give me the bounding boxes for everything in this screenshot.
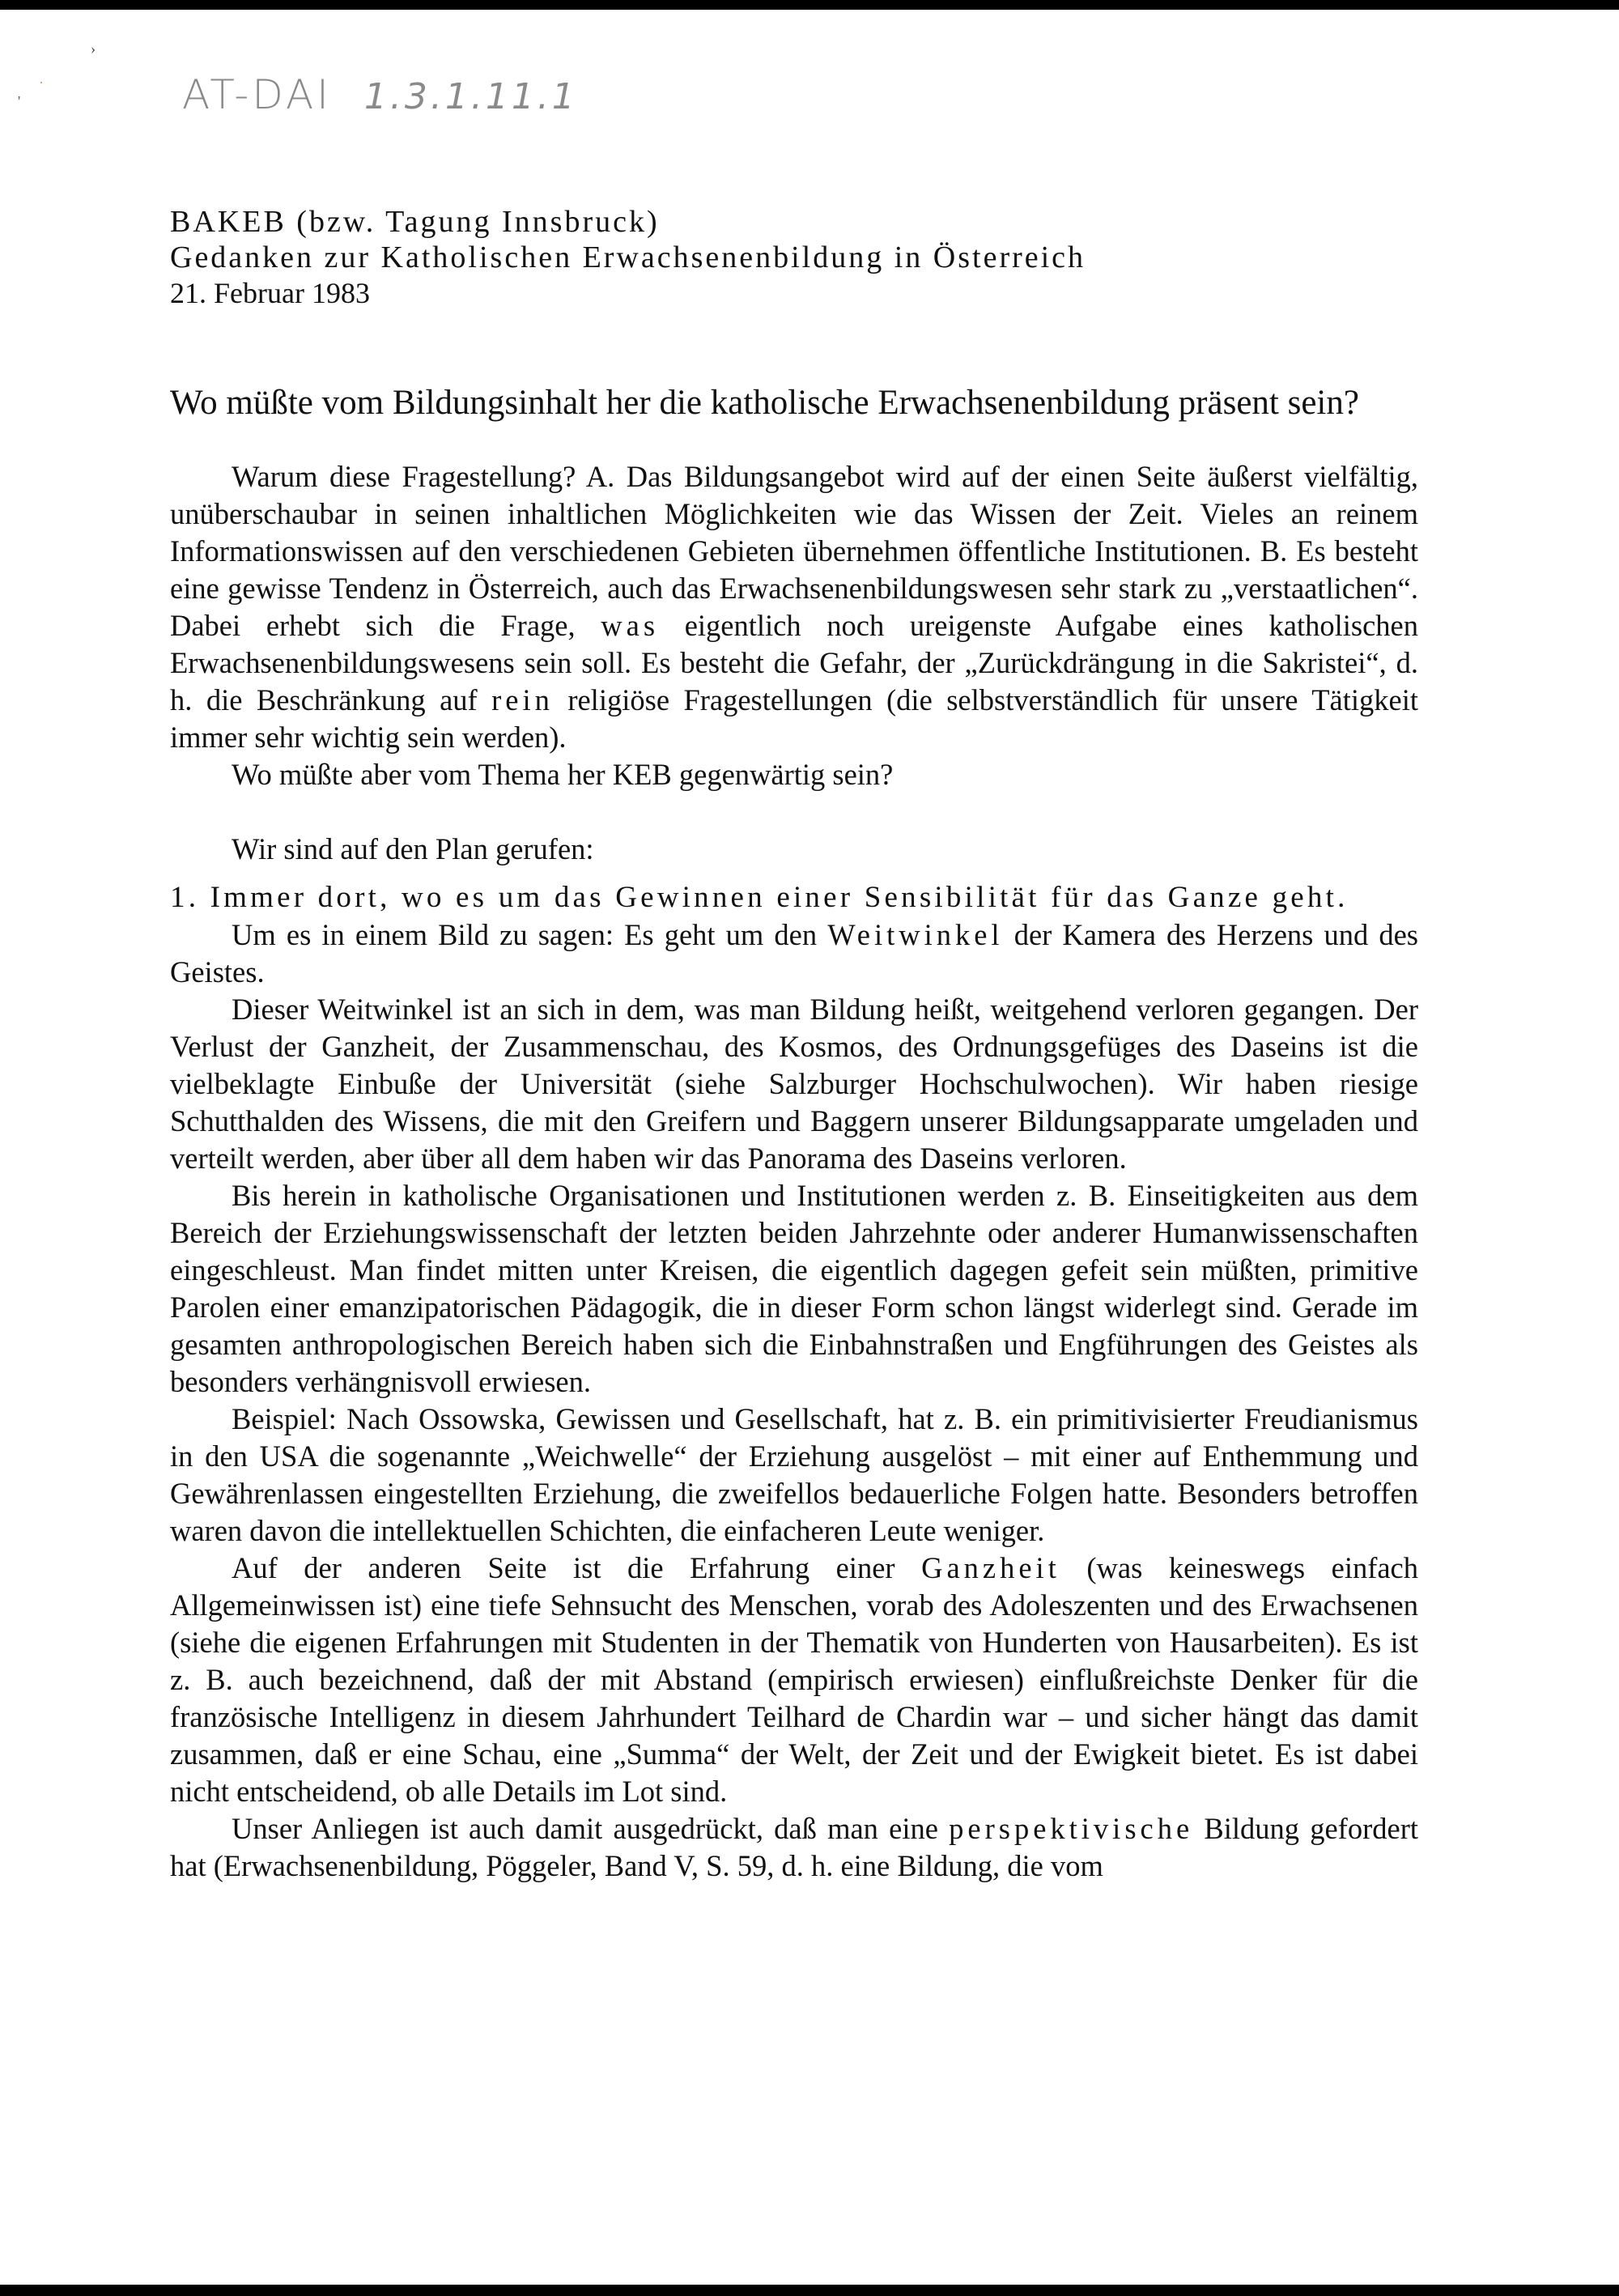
text-run: eigentlich noch ureigenste Aufgabe eines katholischen Erwachsenenbildungswesens sein soll. Es besteht die Gefahr, der „Zurückdrängung in die Sakristei“, d. h. die Beschränkung auf [170, 609, 1419, 716]
document-header [170, 204, 1418, 311]
spacer [170, 868, 1418, 879]
scan-border-top [0, 0, 1619, 10]
scan-speck: ' [18, 93, 21, 109]
question-paragraph: Wo müßte aber vom Thema her KEB gegenwärtig sein? [232, 758, 894, 791]
archive-signature: 1.3.1.11.1 [363, 76, 578, 117]
emphasis-rein: rein [491, 683, 554, 716]
header-date: 21. Februar 1983 [170, 277, 370, 309]
section-1-paragraph: Dieser Weitwinkel ist an sich in dem, was man Bildung heißt, weitgehend verloren gegangen. Der Verlust der Ganzheit, der Zusammenschau, des Kosmos, des Ordnungsgefüges des Daseins ist die vielbeklagte Einbuße der Universität (siehe Salzburger Hochschulwochen). Wir haben riesige Schutthalden des Wissens, die mit den Greifern und Baggern unserer Bildungsapparate umgeladen und verteilt werden, aber über all dem haben wir das Panorama des Daseins verloren. [170, 993, 1418, 1175]
text-run: Warum diese Fragestellung? A. Das Bildungsangebot wird auf der einen Seite äußerst vielfältig, unüberschaubar in seinen inhaltlichen Möglichkeiten wie das Wissen der Zeit. Vieles an reinem Informationswissen auf den verschiedenen Gebieten übernehmen öffentliche Institutionen. B. Es besteht eine gewisse Tendenz in Österreich, auch das Erwachsenenbildungswesen sehr stark zu „verstaatlichen“. Dabei erhebt sich die Frage, [170, 460, 1418, 642]
scan-speck: · [39, 74, 44, 91]
header-organization: BAKEB (bzw. Tagung Innsbruck) [170, 205, 660, 239]
call-paragraph: Wir sind auf den Plan gerufen: [232, 832, 594, 865]
text-run: (was keineswegs einfach Allgemeinwissen ist) eine tiefe Sehnsucht des Menschen, vorab des Adoleszenten und des Erwachsenen (siehe die eigenen Erfahrungen mit Studenten in der Thematik von Hunderten von Hausarbeiten). Es ist z. B. auch bezeichnend, daß der mit Abstand (empirisch erwiesen) einflußreichste Denker für die französische Intelligenz in diesem Jahrhundert Teilhard de Chardin war – und sicher hängt das damit zusammen, daß er eine Schau, eine „Summa“ der Welt, der Zeit und der Ewigkeit bietet. Es ist dabei nicht entscheidend, ob alle Details im Lot sind. [170, 1551, 1419, 1808]
text-run: Auf der anderen Seite ist die Erfahrung einer [232, 1551, 922, 1584]
emphasis-perspektivische: perspektivische [949, 1812, 1194, 1845]
header-subject: Gedanken zur Katholischen Erwachsenenbildung in Österreich [170, 240, 1086, 274]
emphasis-ganzheit: Ganzheit [921, 1551, 1060, 1584]
scan-border-bottom [0, 2285, 1619, 2296]
document-title: Wo müßte vom Bildungsinhalt her die katholische Erwachsenenbildung präsent sein? [170, 384, 1359, 422]
text-run: Bildung gefordert hat (Erwachsenenbildung, Pöggeler, Band V, S. 59, d. h. eine Bildung, die vom [170, 1812, 1418, 1882]
archive-code: AT-DAI [182, 71, 332, 118]
text-run: religiöse Fragestellungen (die selbstverständlich für unsere Tätigkeit immer sehr wichtig sein werden). [170, 683, 1418, 754]
emphasis-weitwinkel: Weitwinkel [827, 918, 1004, 951]
text-run: Unser Anliegen ist auch damit ausgedrückt, daß man eine [232, 1812, 950, 1845]
archive-handwritten-mark [182, 71, 578, 118]
section-1-paragraph [170, 1550, 1418, 1810]
document-page [170, 204, 1418, 1885]
section-1-heading: 1. Immer dort, wo es um das Gewinnen einer Sensibilität für das Ganze geht. [170, 881, 1349, 914]
spacer [170, 793, 1418, 831]
section-1-paragraph: Bis herein in katholische Organisationen und Institutionen werden z. B. Einseitigkeiten aus dem Bereich der Erziehungswissenschaft der letzten beiden Jahrzehnte oder anderer Humanwissenschaften eingeschleust. Man findet mitten unter Kreisen, die eigentlich dagegen gefeit sein müßten, primitive Parolen einer emanzipatorischen Pädagogik, die in dieser Form schon längst widerlegt sind. Gerade im gesamten anthropologischen Bereich haben sich die Einbahnstraßen und Engführungen des Geistes als besonders verhängnisvoll erwiesen. [170, 1179, 1418, 1398]
emphasis-was: was [601, 609, 660, 642]
section-1-paragraph [170, 1810, 1418, 1885]
section-1-paragraph: Beispiel: Nach Ossowska, Gewissen und Gesellschaft, hat z. B. ein primitivisierter Freudianismus in den USA die sogenannte „Weichwelle“ der Erziehung ausgelöst – mit einer auf Enthemmung und Gewährenlassen eingestellten Erziehung, die zweifellos bedauerliche Folgen hatte. Besonders betroffen waren davon die intellektuellen Schichten, die einfacheren Leute weniger. [170, 1402, 1418, 1547]
text-run: der Kamera des Herzens und des Geistes. [170, 918, 1418, 989]
intro-paragraph [170, 458, 1418, 756]
section-1-paragraph [170, 916, 1418, 991]
scan-speck: › [91, 40, 96, 57]
text-run: Um es in einem Bild zu sagen: Es geht um den [232, 918, 828, 951]
